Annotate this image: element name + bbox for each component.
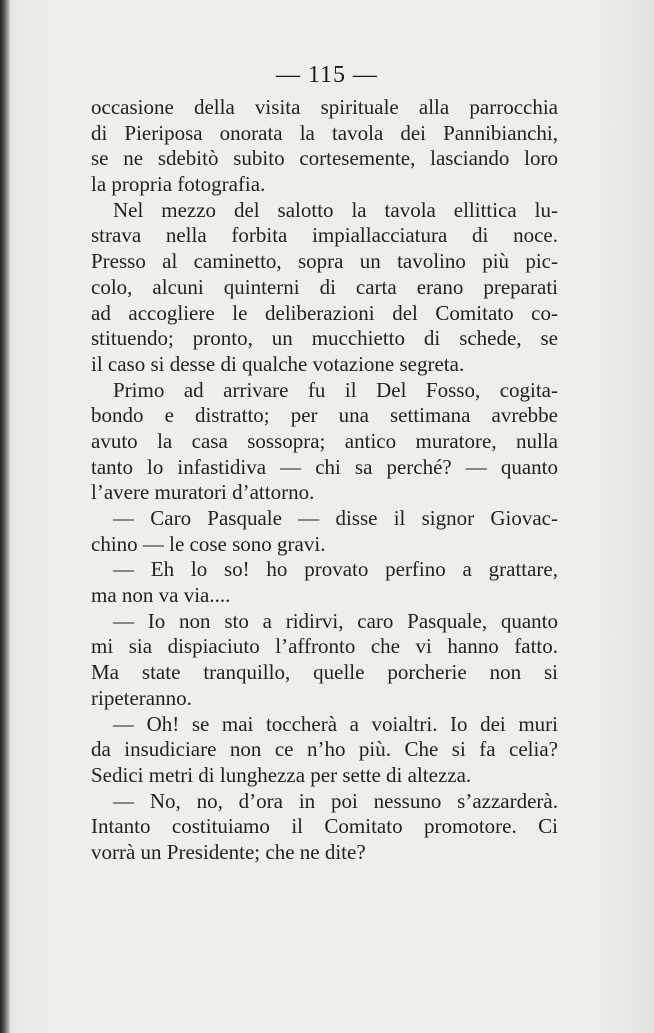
text-line: da insudiciare non ce n’ho più. Che si fa celia? — [91, 737, 558, 762]
text-line: ripeteranno. — [91, 685, 192, 710]
text-line: — Io non sto a ridirvi, caro Pasquale, quanto — [113, 608, 558, 633]
text-line: Sedici metri di lunghezza per sette di altezza. — [91, 762, 472, 787]
text-line: Intanto costituiamo il Comitato promotore. Ci — [91, 814, 558, 839]
text-line: ad accogliere le deliberazioni del Comitato co- — [91, 300, 558, 325]
text-line: Ma state tranquillo, quelle porcherie non si — [91, 660, 558, 685]
page-number: — 115 — — [275, 62, 379, 88]
text-line: avuto la casa sossopra; antico muratore, nulla — [91, 428, 558, 453]
text-line: occasione della visita spirituale alla parrocchia — [91, 95, 558, 119]
text-line: Primo ad arrivare fu il Del Fosso, cogita- — [113, 377, 558, 402]
text-line: — Eh lo so! ho provato perfino a grattare, — [113, 557, 558, 582]
text-line: — Caro Pasquale — disse il signor Giovac- — [113, 506, 558, 530]
text-line: Nel mezzo del salotto la tavola ellittica lu- — [113, 197, 558, 222]
text-line: ma non va via.... — [91, 583, 231, 608]
text-line: l’avere muratori d’attorno. — [91, 480, 315, 505]
text-line: — No, no, d’ora in poi nessuno s’azzarderà. — [113, 788, 558, 813]
text-line: mi sia dispiaciuto l’affronto che vi hanno fatto. — [91, 634, 558, 659]
text-line: se ne sdebitò subito cortesemente, lasciando loro — [91, 146, 558, 171]
text-line: di Pieriposa onorata la tavola dei Pannibianchi, — [91, 120, 558, 145]
binding-edge — [0, 0, 10, 1033]
text-line: il caso si desse di qualche votazione segreta. — [91, 351, 465, 376]
text-line: — Oh! se mai toccherà a voialtri. Io dei muri — [113, 711, 558, 736]
text-line: stituendo; pronto, un mucchietto di schede, se — [91, 326, 558, 351]
text-line: bondo e distratto; per una settimana avrebbe — [91, 403, 558, 428]
text-line: tanto lo infastidiva — chi sa perché? — quanto — [91, 454, 558, 479]
text-line: Presso al caminetto, sopra un tavolino più pic- — [91, 249, 558, 274]
text-line: la propria fotografia. — [91, 172, 266, 197]
text-line: chino — le cose sono gravi. — [91, 531, 326, 556]
text-line: strava nella forbita impiallacciatura di noce. — [91, 223, 558, 248]
text-line: colo, alcuni quinterni di carta erano preparati — [91, 274, 558, 299]
text-line: vorrà un Presidente; che ne dite? — [91, 839, 366, 864]
body-text — [91, 95, 558, 866]
